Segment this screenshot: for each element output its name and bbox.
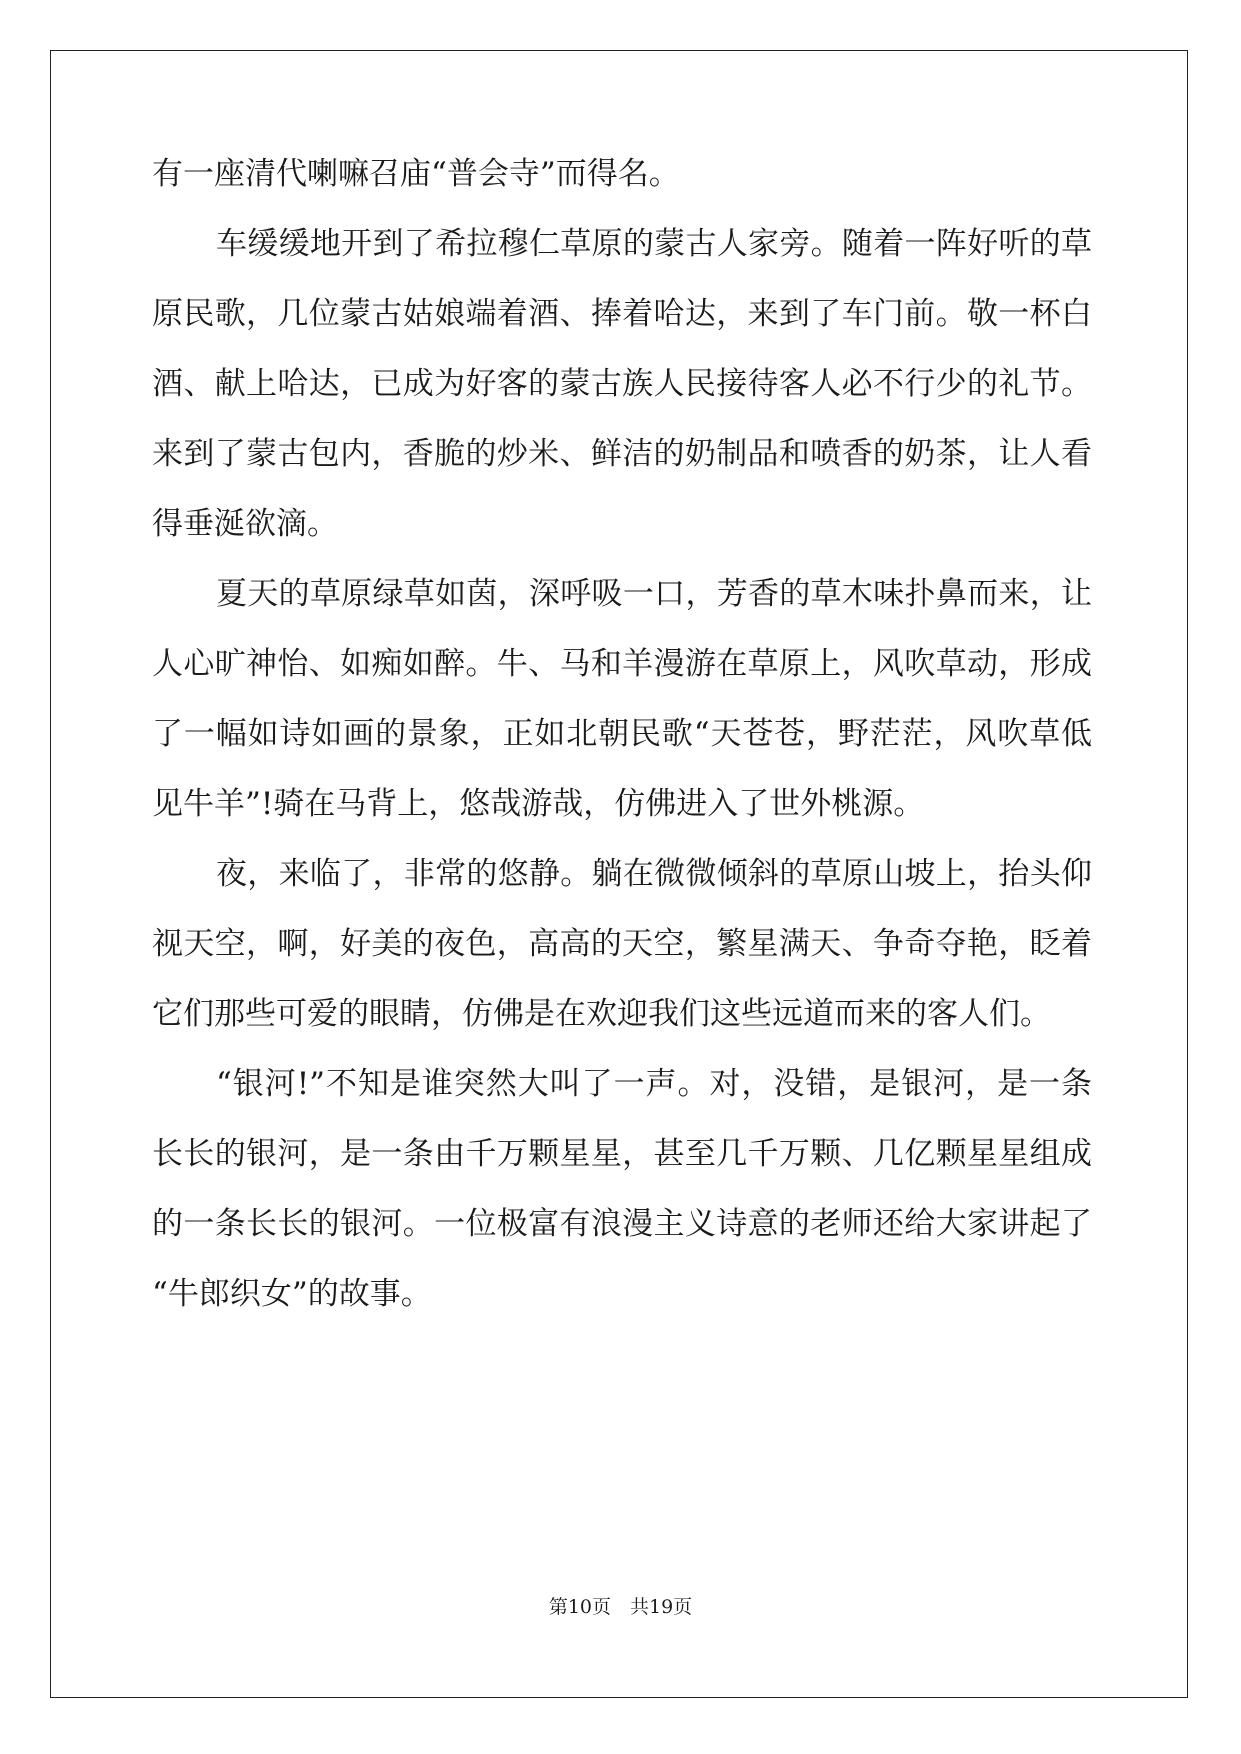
text-line: 原民歌，几位蒙古姑娘端着酒、捧着哈达，来到了车门前。敬一杯白	[152, 296, 1092, 332]
text-line: “牛郎织女”的故事。	[152, 1276, 432, 1312]
paragraph-first-line: 夏天的草原绿草如茵，深呼吸一口，芳香的草木味扑鼻而来，让	[216, 576, 1092, 612]
paragraph-first-line: 车缓缓地开到了希拉穆仁草原的蒙古人家旁。随着一阵好听的草	[216, 226, 1092, 262]
text-line: 得垂涎欲滴。	[152, 506, 338, 542]
text-line: 见牛羊”!骑在马背上，悠哉游哉，仿佛进入了世外桃源。	[152, 786, 925, 822]
text-line: 了一幅如诗如画的景象，正如北朝民歌“天苍苍，野茫茫，风吹草低	[152, 716, 1092, 752]
paragraph-first-line: 夜，来临了，非常的悠静。躺在微微倾斜的草原山坡上，抬头仰	[216, 856, 1092, 892]
text-line: 人心旷神怡、如痴如醉。牛、马和羊漫游在草原上，风吹草动，形成	[152, 646, 1092, 682]
text-line: 的一条长长的银河。一位极富有浪漫主义诗意的老师还给大家讲起了	[152, 1206, 1092, 1242]
text-line: 酒、献上哈达，已成为好客的蒙古族人民接待客人必不行少的礼节。	[152, 366, 1092, 402]
text-line: 来到了蒙古包内，香脆的炒米、鲜洁的奶制品和喷香的奶茶，让人看	[152, 436, 1092, 472]
text-line: 长长的银河，是一条由千万颗星星，甚至几千万颗、几亿颗星星组成	[152, 1136, 1092, 1172]
text-line: 它们那些可爱的眼睛，仿佛是在欢迎我们这些远道而来的客人们。	[152, 996, 1051, 1032]
text-line: 有一座清代喇嘛召庙“普会寺”而得名。	[152, 156, 680, 192]
paragraph-first-line: “银河!”不知是谁突然大叫了一声。对，没错，是银河，是一条	[216, 1066, 1092, 1102]
text-line: 视天空，啊，好美的夜色，高高的天空，繁星满天、争奇夺艳，眨着	[152, 926, 1092, 962]
page-number-footer: 第10页 共19页	[548, 1596, 693, 1618]
